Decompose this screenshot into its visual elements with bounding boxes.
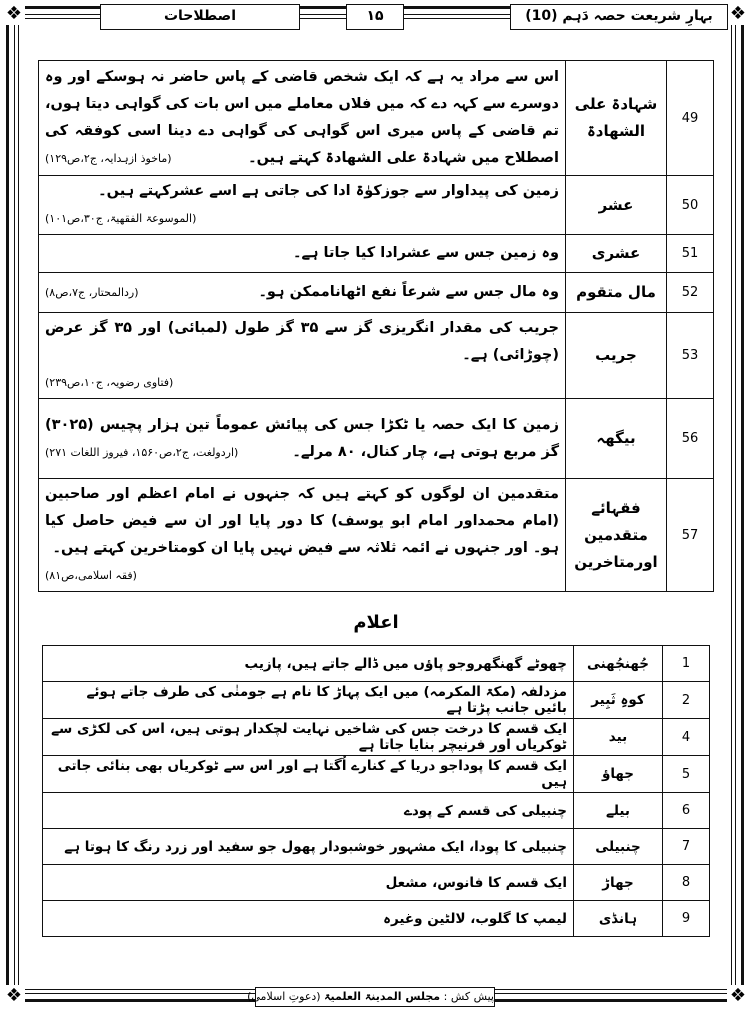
term: عشر bbox=[566, 176, 667, 235]
term: بیلے bbox=[574, 793, 663, 829]
row-number: 2 bbox=[663, 682, 710, 719]
row-number: 53 bbox=[667, 313, 714, 399]
table-row bbox=[43, 682, 710, 719]
term: عشری bbox=[566, 235, 667, 273]
row-number: 49 bbox=[667, 61, 714, 176]
definition: چنبیلی کی قسم کے پودے bbox=[43, 793, 574, 829]
definition: مزدلفہ (مکۃ المکرمہ) میں ایک پہاڑ کا نام ہے جومنٰی کی طرف جاتے ہوئے بائیں جانب پڑتا ہے bbox=[43, 682, 574, 719]
definition: چنبیلی کا پودا، ایک مشہور خوشبودار پھول جو سفید اور زرد رنگ کا ہوتا ہے bbox=[43, 829, 574, 865]
term: ہانڈی bbox=[574, 901, 663, 937]
footer-prefix: پیش کش : bbox=[443, 990, 494, 1003]
table-row bbox=[39, 313, 714, 399]
term: جُھنجُھنی bbox=[574, 646, 663, 682]
term: جھاڑ bbox=[574, 865, 663, 901]
definition: ایک قسم کا درخت جس کی شاخیں نہایت لچکدار ہوتی ہیں، اس کی لکڑی سے ٹوکریاں اور فرنیچر بنایا جاتا ہے bbox=[43, 719, 574, 756]
reference: (ماخوذ ازہدایہ، ج۲،ص۱۲۹) bbox=[45, 152, 172, 165]
reference: (فتاوی رضویہ، ج۱۰،ص۲۳۹) bbox=[45, 376, 174, 389]
table-row bbox=[43, 901, 710, 937]
row-number: 4 bbox=[663, 719, 710, 756]
row-number: 56 bbox=[667, 399, 714, 479]
section-title: اصطلاحات bbox=[100, 4, 300, 30]
row-number: 51 bbox=[667, 235, 714, 273]
corner-ornament-icon: ❖ bbox=[727, 985, 749, 1007]
alam-heading: اعلام bbox=[353, 612, 399, 633]
table-row bbox=[43, 719, 710, 756]
definition: ایک قسم کا پوداجو دریا کے کنارے اُگتا ہے اور اس سے ٹوکریاں بھی بنائی جاتی ہیں bbox=[43, 756, 574, 793]
page-number: ۱۵ bbox=[346, 4, 404, 30]
row-number: 50 bbox=[667, 176, 714, 235]
term: بید bbox=[574, 719, 663, 756]
definition: زمین کا ایک حصہ یا ٹکڑا جس کی پیائش عموماً تین ہزار پچیس (۳۰۲۵) گز مربع ہوتی ہے، چار کنال، ۸۰ مرلے۔ (اردولغت، ج۲،ص۱۵۶۰، فیروز اللغات ۲۷۱) bbox=[39, 399, 566, 479]
definition: اس سے مراد یہ ہے کہ ایک شخص قاضی کے پاس حاضر نہ ہوسکے اور وہ دوسرے سے کہہ دے کہ میں فلاں معاملے میں اس بات کی گواہی دیتا ہوں، تم قاضی کے پاس میری اس گواہی کی گواہی دے دینا اسی کوفقہ کی اصطلاح میں شہادۃ علی الشھادۃ کہتے ہیں۔ (ماخوذ ازہدایہ، ج۲،ص۱۲۹) bbox=[39, 61, 566, 176]
row-number: 52 bbox=[667, 273, 714, 313]
term: جریب bbox=[566, 313, 667, 399]
definition: لیمپ کا گلوب، لالٹین وغیرہ bbox=[43, 901, 574, 937]
table-row bbox=[39, 399, 714, 479]
row-number: 5 bbox=[663, 756, 710, 793]
reference: (الموسوعۃ الفقھیۃ، ج۳۰،ص۱۰۱) bbox=[45, 212, 197, 225]
table-row bbox=[39, 479, 714, 592]
table-row bbox=[39, 176, 714, 235]
corner-ornament-icon: ❖ bbox=[727, 3, 749, 25]
term: چنبیلی bbox=[574, 829, 663, 865]
table-row bbox=[43, 646, 710, 682]
definition: زمین کی پیداوار سے جوزکوٰۃ ادا کی جاتی ہے اسے عشرکہتے ہیں۔ (الموسوعۃ الفقھیۃ، ج۳۰،ص۱۰۱) bbox=[39, 176, 566, 235]
table-row bbox=[39, 235, 714, 273]
row-number: 57 bbox=[667, 479, 714, 592]
row-number: 7 bbox=[663, 829, 710, 865]
term: شہادۃ علی الشھادۃ bbox=[566, 61, 667, 176]
term: کوہِ ثَبِیر bbox=[574, 682, 663, 719]
definition: ایک قسم کا فانوس، مشعل bbox=[43, 865, 574, 901]
table-row bbox=[43, 793, 710, 829]
table-row bbox=[43, 865, 710, 901]
definition: وہ مال جس سے شرعاً نفع اٹھاناممکن ہو۔ (ردالمحتار، ج۷،ص۸) bbox=[39, 273, 566, 313]
definition: متقدمین ان لوگوں کو کہتے ہیں کہ جنہوں نے امام اعظم اور صاحبین (امام محمداور امام ابو یوسف) کا دور پایا اور ان سے فیض حاصل کیا ہو۔ اور جنہوں نے ائمہ ثلاثہ سے فیض نہیں پایا ان کومتاخرین کہتے ہیں۔ (فقہ اسلامی،ص۸۱) bbox=[39, 479, 566, 592]
table-row bbox=[43, 829, 710, 865]
row-number: 8 bbox=[663, 865, 710, 901]
table-row bbox=[39, 273, 714, 313]
footer-org: مجلس المدینۃ العلمیۃ bbox=[324, 990, 441, 1003]
book-title: بہارِ شریعت حصہ دَہم (10) bbox=[510, 4, 728, 30]
term: جھاؤ bbox=[574, 756, 663, 793]
corner-ornament-icon: ❖ bbox=[3, 985, 25, 1007]
reference: (ردالمحتار، ج۷،ص۸) bbox=[45, 286, 139, 299]
row-number: 6 bbox=[663, 793, 710, 829]
definition: وہ زمین جس سے عشرادا کیا جاتا ہے۔ bbox=[39, 235, 566, 273]
table-row bbox=[43, 756, 710, 793]
term: بیگھہ bbox=[566, 399, 667, 479]
definition: چھوٹے گھنگھروجو پاؤں میں ڈالے جاتے ہیں، پازیب bbox=[43, 646, 574, 682]
footer-credit bbox=[247, 987, 495, 1007]
alam-table bbox=[42, 645, 710, 937]
glossary-table bbox=[38, 60, 714, 592]
corner-ornament-icon: ❖ bbox=[3, 3, 25, 25]
term: فقہائے متقدمین اورمتاخرین bbox=[566, 479, 667, 592]
reference: (اردولغت، ج۲،ص۱۵۶۰، فیروز اللغات ۲۷۱) bbox=[45, 445, 239, 459]
row-number: 1 bbox=[663, 646, 710, 682]
row-number: 9 bbox=[663, 901, 710, 937]
definition: جریب کی مقدار انگریزی گز سے ۳۵ گز طول (لمبائی) اور ۳۵ گز عرض (چوڑائی) ہے۔ (فتاوی رضویہ، ج۱۰،ص۲۳۹) bbox=[39, 313, 566, 399]
table-row bbox=[39, 61, 714, 176]
footer-suffix: (دعوتِ اسلامی) bbox=[247, 990, 321, 1003]
term: مال متقوم bbox=[566, 273, 667, 313]
reference: (فقہ اسلامی،ص۸۱) bbox=[45, 569, 137, 582]
